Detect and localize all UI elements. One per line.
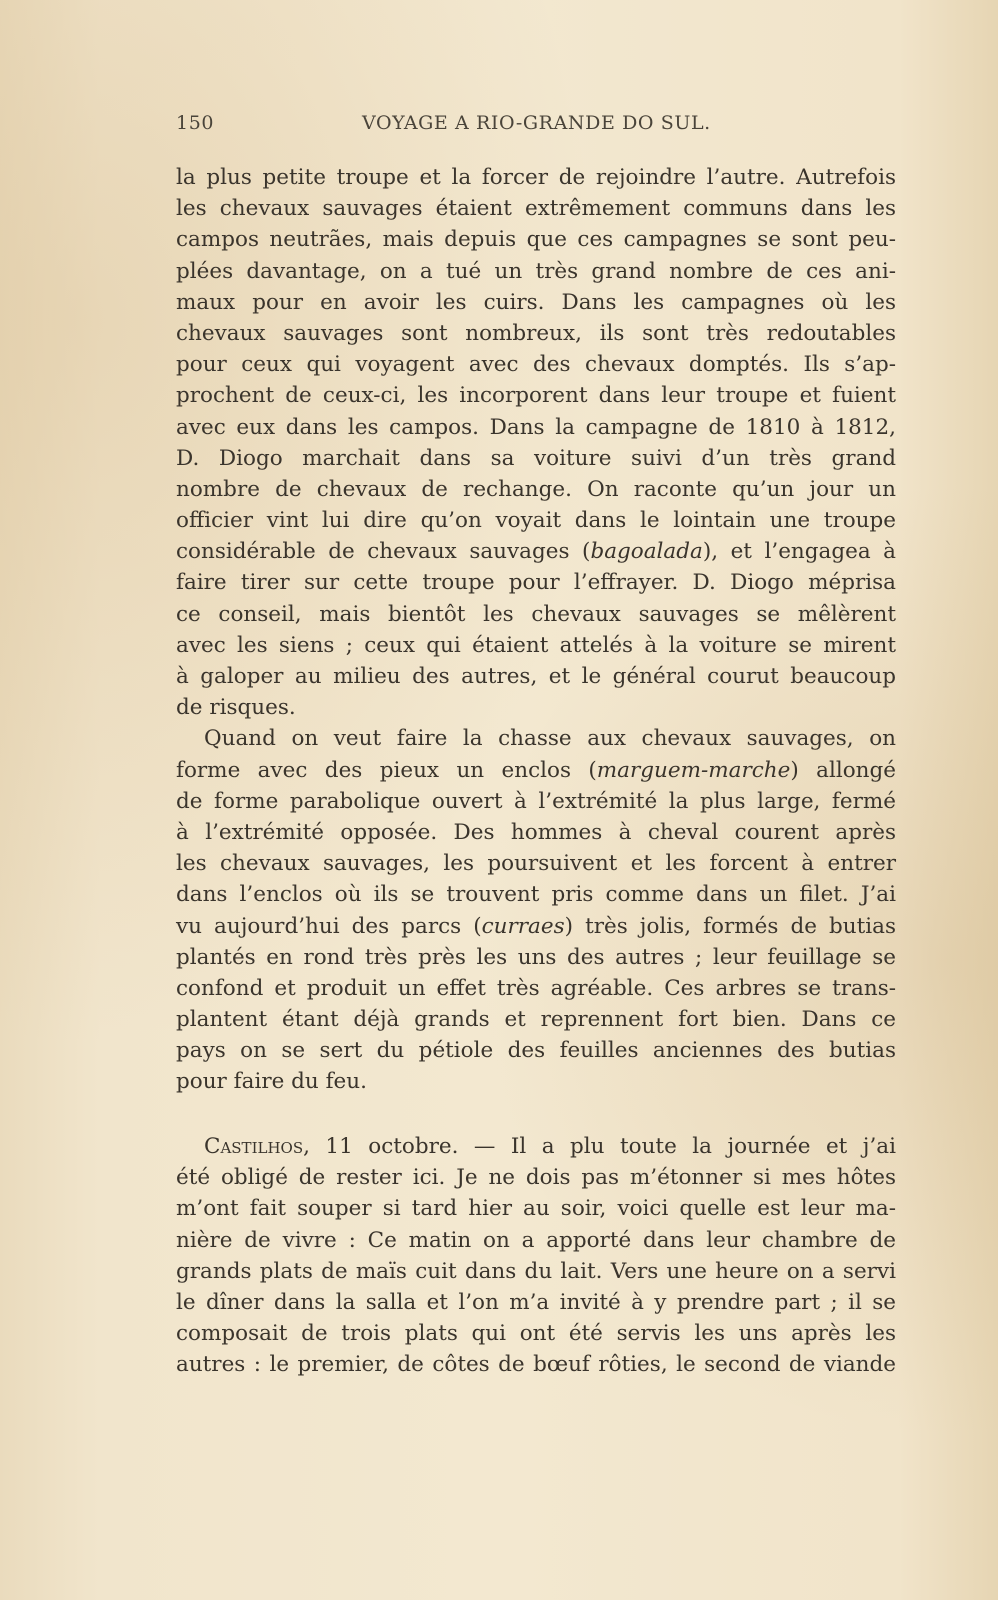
text-line: Quand on veut faire la chasse aux chevaux sauvages, on bbox=[204, 726, 896, 752]
running-header bbox=[176, 112, 896, 140]
place-name: Castilhos bbox=[204, 1134, 304, 1159]
text-line: grands plats de maïs cuit dans du lait. Vers une heure on a servi bbox=[176, 1258, 896, 1284]
text-line: ce conseil, mais bientôt les chevaux sauvages se mêlèrent bbox=[176, 601, 896, 627]
italic-term: bagoalada bbox=[590, 539, 703, 565]
text-line: le dîner dans la salla et l’on m’a invité à y prendre part ; il se bbox=[176, 1289, 896, 1315]
text-line: nière de vivre : Ce matin on a apporté dans leur chambre de bbox=[176, 1227, 896, 1253]
text-line: maux pour en avoir les cuirs. Dans les campagnes où les bbox=[176, 289, 896, 315]
text-line: plantés en rond très près les uns des autres ; leur feuillage se bbox=[176, 944, 896, 970]
text-line: pays on se sert du pétiole des feuilles anciennes des butias bbox=[176, 1038, 896, 1064]
text-line: composait de trois plats qui ont été servis les uns après les bbox=[176, 1321, 896, 1347]
text-line: confond et produit un effet très agréable. Ces arbres se trans- bbox=[176, 975, 896, 1001]
text-line: officier vint lui dire qu’on voyait dans le lointain une troupe bbox=[176, 508, 896, 534]
text-line: autres : le premier, de côtes de bœuf rôties, le second de viande bbox=[176, 1352, 896, 1378]
text-line: la plus petite troupe et la forcer de rejoindre l’autre. Autrefois bbox=[176, 165, 896, 190]
text-line: les chevaux sauvages étaient extrêmement communs dans les bbox=[176, 196, 896, 222]
text-line: pour ceux qui voyagent avec des chevaux domptés. Ils s’ap- bbox=[176, 352, 896, 378]
text-line: de forme parabolique ouvert à l’extrémité la plus large, fermé bbox=[176, 788, 896, 814]
italic-term: marguem-marche bbox=[596, 757, 791, 783]
text-line: à galoper au milieu des autres, et le général courut beaucoup bbox=[176, 664, 896, 689]
text-line: faire tirer sur cette troupe pour l’effrayer. D. Diogo méprisa bbox=[176, 570, 896, 596]
text-line: plées davantage, on a tué un très grand nombre de ces ani- bbox=[176, 258, 896, 284]
text-line: forme avec des pieux un enclos (marguem-marche) allongé bbox=[176, 757, 896, 783]
text-line: été obligé de rester ici. Je ne dois pas m’étonner si mes hôtes bbox=[176, 1165, 896, 1191]
text-line: avec les siens ; ceux qui étaient attelés à la voiture se mirent bbox=[176, 632, 896, 658]
text-line: chevaux sauvages sont nombreux, ils sont très redoutables bbox=[176, 320, 896, 346]
text-line: vu aujourd’hui des parcs (curraes) très jolis, formés de butias bbox=[176, 913, 896, 939]
text-line: plantent étant déjà grands et reprennent fort bien. Dans ce bbox=[176, 1007, 896, 1033]
text-line: D. Diogo marchait dans sa voiture suivi d’un très grand bbox=[176, 445, 896, 471]
text-line: les chevaux sauvages, les poursuivent et les forcent à entrer bbox=[176, 851, 896, 877]
text-line: considérable de chevaux sauvages (bagoalada), et l’engagea à bbox=[176, 539, 896, 565]
text-line: à l’extrémité opposée. Des hommes à cheval courent après bbox=[176, 819, 896, 845]
text-line: m’ont fait souper si tard hier au soir, voici quelle est leur ma- bbox=[176, 1196, 896, 1222]
page-number: 150 bbox=[176, 112, 215, 134]
italic-term: curraes bbox=[481, 913, 565, 939]
text-block-main bbox=[176, 162, 896, 1098]
text-line: prochent de ceux-ci, les incorporent dans leur troupe et fuient bbox=[176, 383, 896, 409]
running-title: VOYAGE A RIO-GRANDE DO SUL. bbox=[362, 112, 711, 134]
text-line: avec eux dans les campos. Dans la campagne de 1810 à 1812, bbox=[176, 414, 896, 440]
text-block-journal-entry bbox=[176, 1131, 896, 1381]
text-line: pour faire du feu. bbox=[176, 1069, 367, 1095]
text-line: dans l’enclos où ils se trouvent pris comme dans un filet. J’ai bbox=[176, 882, 896, 908]
text-line: de risques. bbox=[176, 695, 296, 721]
text-line: nombre de chevaux de rechange. On raconte qu’un jour un bbox=[176, 476, 896, 502]
text-line: Castilhos, 11 octobre. — Il a plu toute la journée et j’ai bbox=[204, 1134, 896, 1159]
text-line: campos neutrães, mais depuis que ces campagnes se sont peu- bbox=[176, 227, 896, 253]
